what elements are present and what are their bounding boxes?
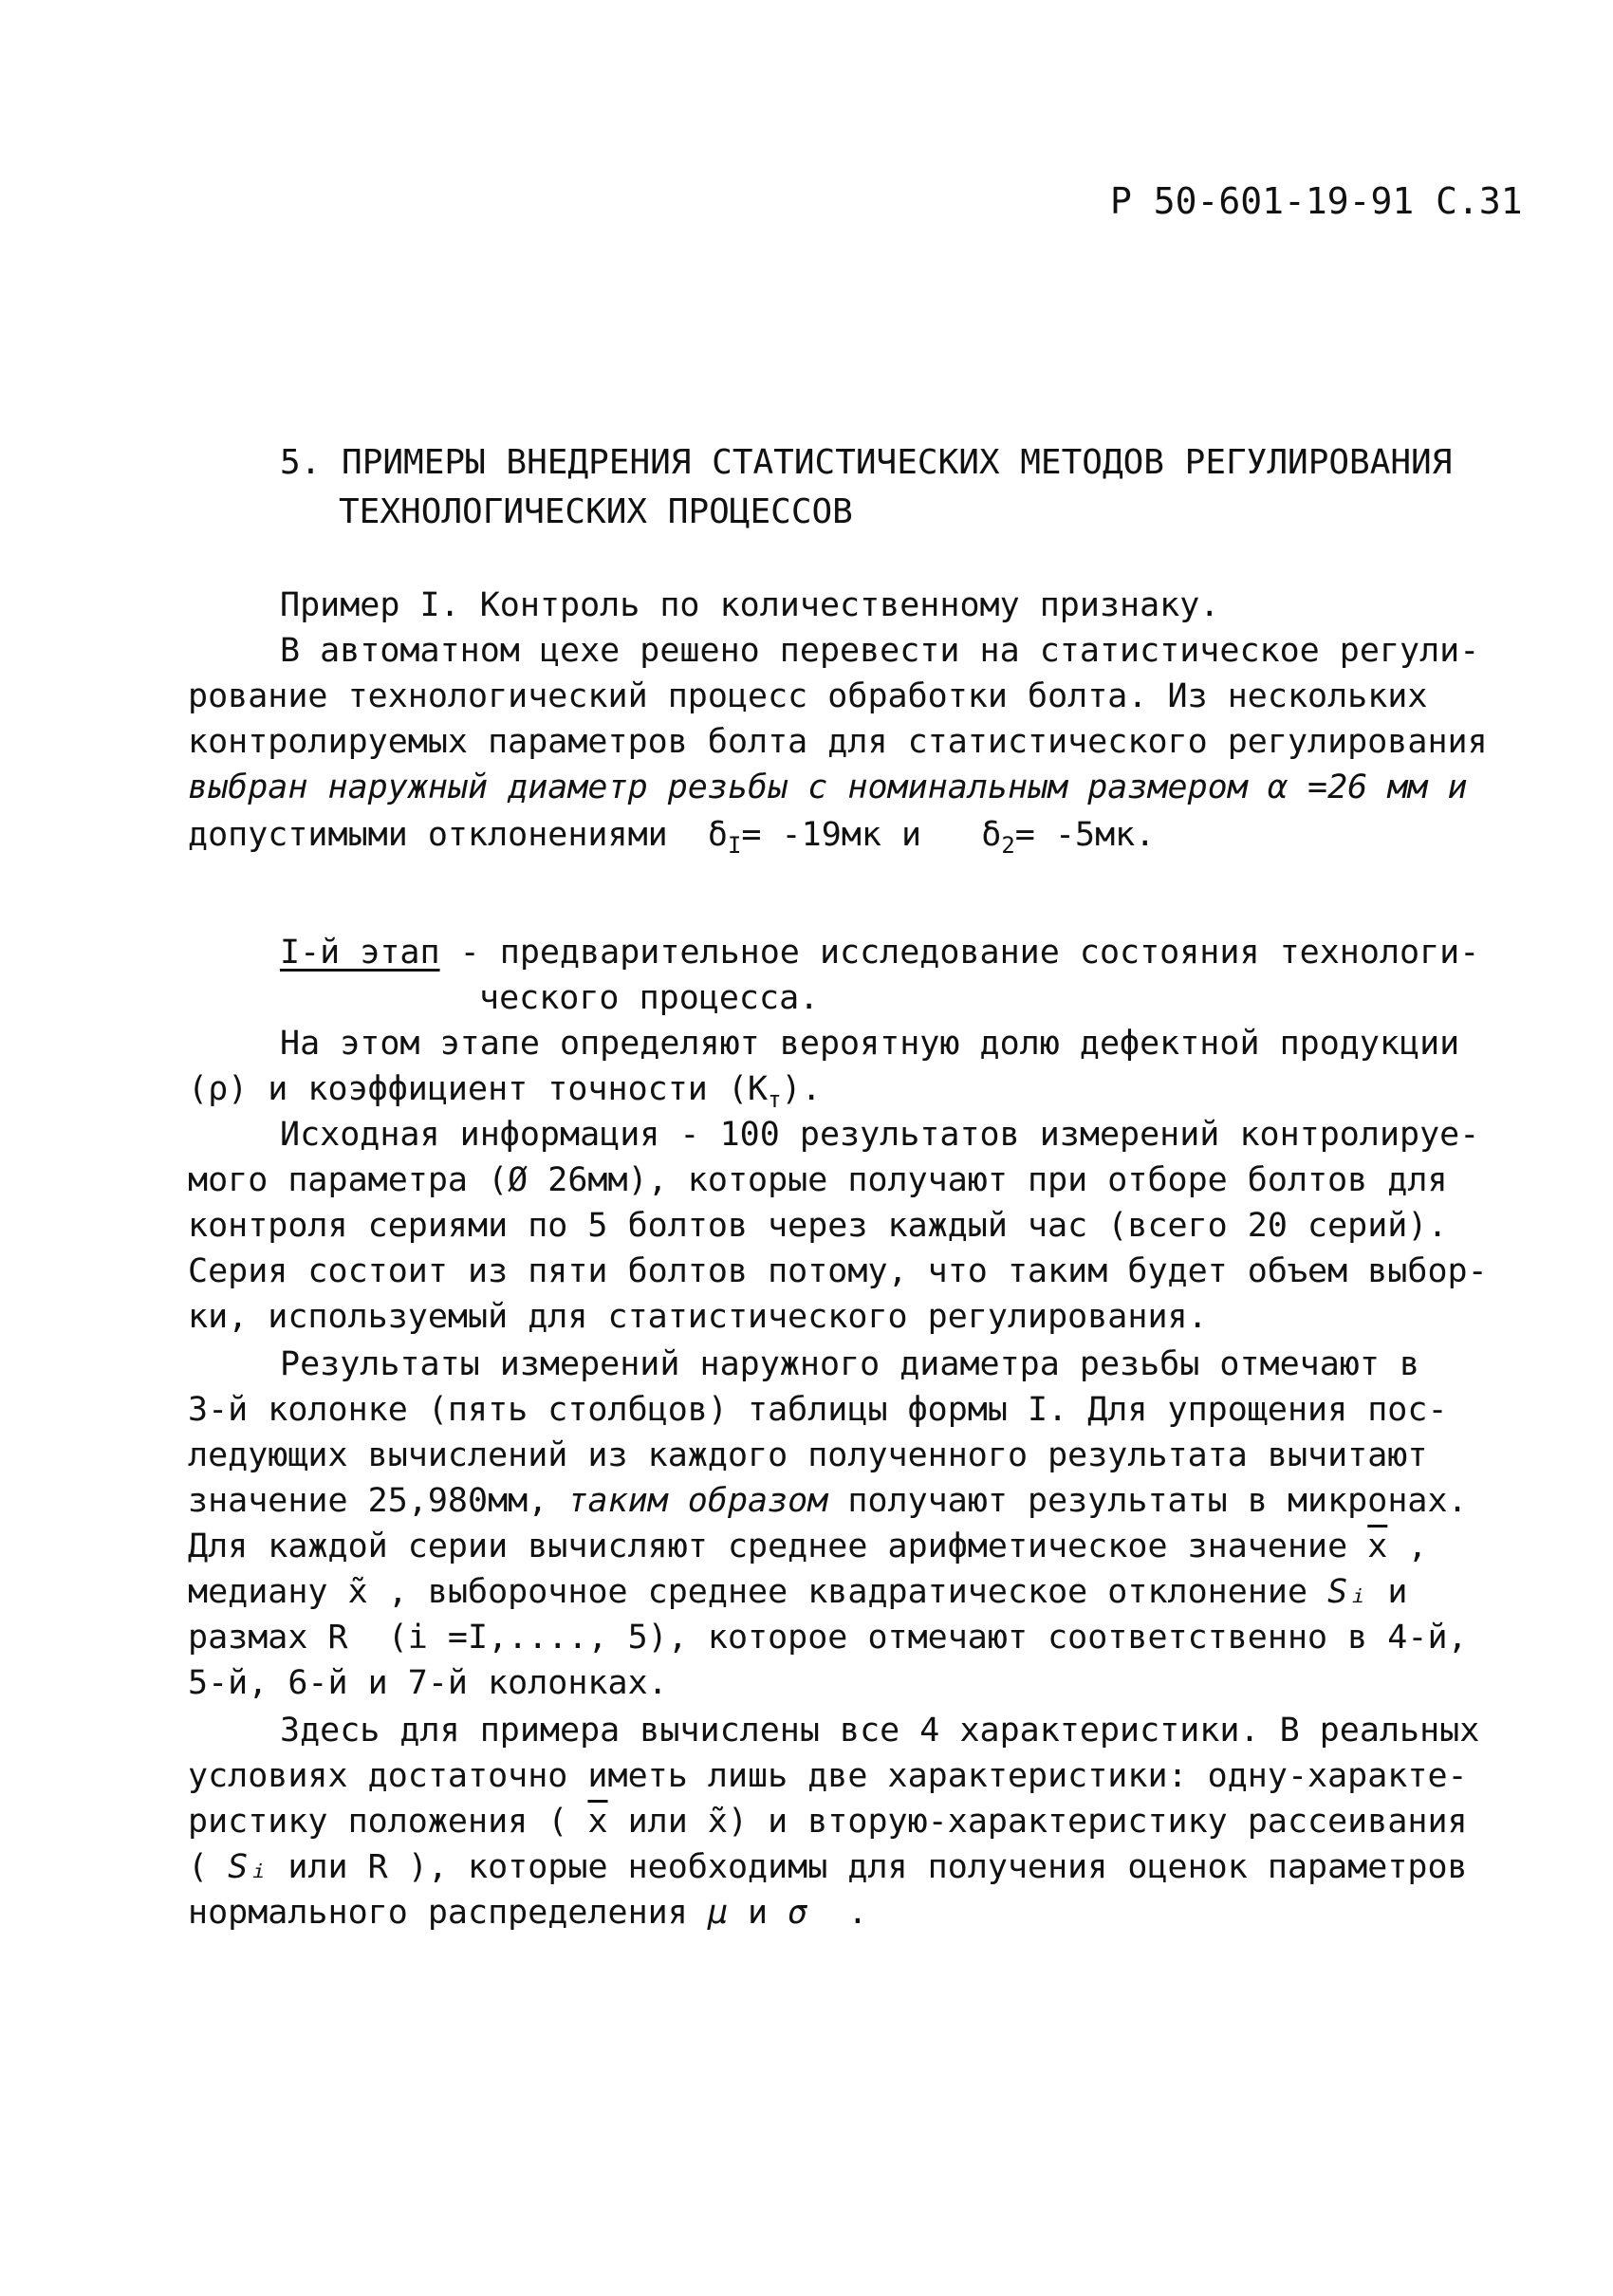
stage-heading-line2: ческого процесса.: [479, 979, 820, 1017]
paragraph-line: размах R (i =I,...., 5), которое отмечают соответственно в 4-й,: [188, 1619, 1468, 1657]
paragraph-line: Для каждой серии вычисляют среднее арифметическое значение $\overline{x}$ ,: [188, 1528, 1428, 1565]
mu-symbol: μ: [707, 1894, 728, 1932]
example-title: Пример I. Контроль по количественному признаку.: [280, 586, 1220, 624]
paragraph-line: нормального распределения μ и σ .: [188, 1894, 868, 1932]
paragraph-line: (ρ) и коэффициент точности $(К_т)$.: [188, 1070, 822, 1113]
x-tilde-symbol: x̃: [707, 1803, 728, 1841]
paragraph-line: контролируемых параметров болта для статистического регулирования: [188, 723, 1488, 761]
sigma-symbol: σ: [788, 1894, 808, 1932]
paragraph-line: Результаты измерений наружного диаметра резьбы отмечают в: [280, 1345, 1420, 1383]
paragraph-line: Серия состоит из пяти болтов потому, что таким будет объем выбор-: [188, 1252, 1488, 1290]
s-i-symbol: Sᵢ: [1327, 1573, 1368, 1611]
paragraph-line: В автоматном цехе решено перевести на статистическое регули-: [280, 632, 1480, 670]
section-heading-line1: 5. ПРИМЕРЫ ВНЕДРЕНИЯ СТАТИСТИЧЕСКИХ МЕТОДОВ РЕГУЛИРОВАНИЯ: [280, 443, 1453, 482]
paragraph-line: выбран наружный диаметр резьбы с номинальным размером α =26 мм и: [188, 768, 1468, 806]
paragraph-line: значение 25,980мм, таким образом получают результаты в микронах.: [188, 1482, 1468, 1520]
paragraph-line: условиях достаточно иметь лишь две характеристики: одну-характе-: [188, 1757, 1468, 1795]
paragraph-line: На этом этапе определяют вероятную долю дефектной продукции: [280, 1025, 1460, 1063]
paragraph-line: контроля сериями по 5 болтов через каждый час (всего 20 серий).: [188, 1207, 1448, 1245]
paragraph-line: 5-й, 6-й и 7-й колонках.: [188, 1664, 668, 1702]
x-tilde-symbol: x̃: [347, 1573, 368, 1611]
s-i-symbol: Sᵢ: [228, 1848, 269, 1886]
paragraph-line: ( Sᵢ или R ), которые необходимы для получения оценок параметров: [188, 1848, 1468, 1886]
stage-heading: I-й этап - предварительное исследование состояния технологи-: [280, 934, 1480, 972]
paragraph-line: медиану x̃ , выборочное среднее квадратическое отклонение Sᵢ и: [188, 1573, 1408, 1611]
paragraph-line: допустимыми отклонениями $\delta_I= -19мк$ и $\delta_2= -5мк$.: [188, 816, 1156, 859]
paragraph-line: ледующих вычислений из каждого полученного результата вычитают: [188, 1436, 1428, 1474]
paragraph-line: рование технологический процесс обработки болта. Из нескольких: [188, 677, 1428, 715]
paragraph-line: мого параметра (Ø 26мм), которые получают при отборе болтов для: [188, 1161, 1448, 1199]
paragraph-line: ристику положения ( $\overline{x}$ или x̃) и вторую-характеристику рассеивания: [188, 1803, 1468, 1841]
paragraph-line: Здесь для примера вычислены все 4 характеристики. В реальных: [280, 1712, 1480, 1750]
section-heading: [280, 438, 1452, 537]
paragraph-line: 3-й колонке (пять столбцов) таблицы формы I. Для упрощения пос-: [188, 1391, 1448, 1429]
section-heading-line2: ТЕХНОЛОГИЧЕСКИХ ПРОЦЕССОВ: [339, 492, 853, 531]
x-bar-symbol: $\overline{x}$: [587, 1803, 608, 1841]
x-bar-symbol: $\overline{x}$: [1367, 1528, 1388, 1565]
stage-label: I-й этап: [280, 934, 440, 972]
paragraph-line: ки, используемый для статистического регулирования.: [188, 1298, 1208, 1336]
paragraph-line: Исходная информация - 100 результатов измерений контролируе-: [280, 1116, 1480, 1154]
page-number: Р 50-601-19-91 С.31: [1110, 180, 1523, 222]
